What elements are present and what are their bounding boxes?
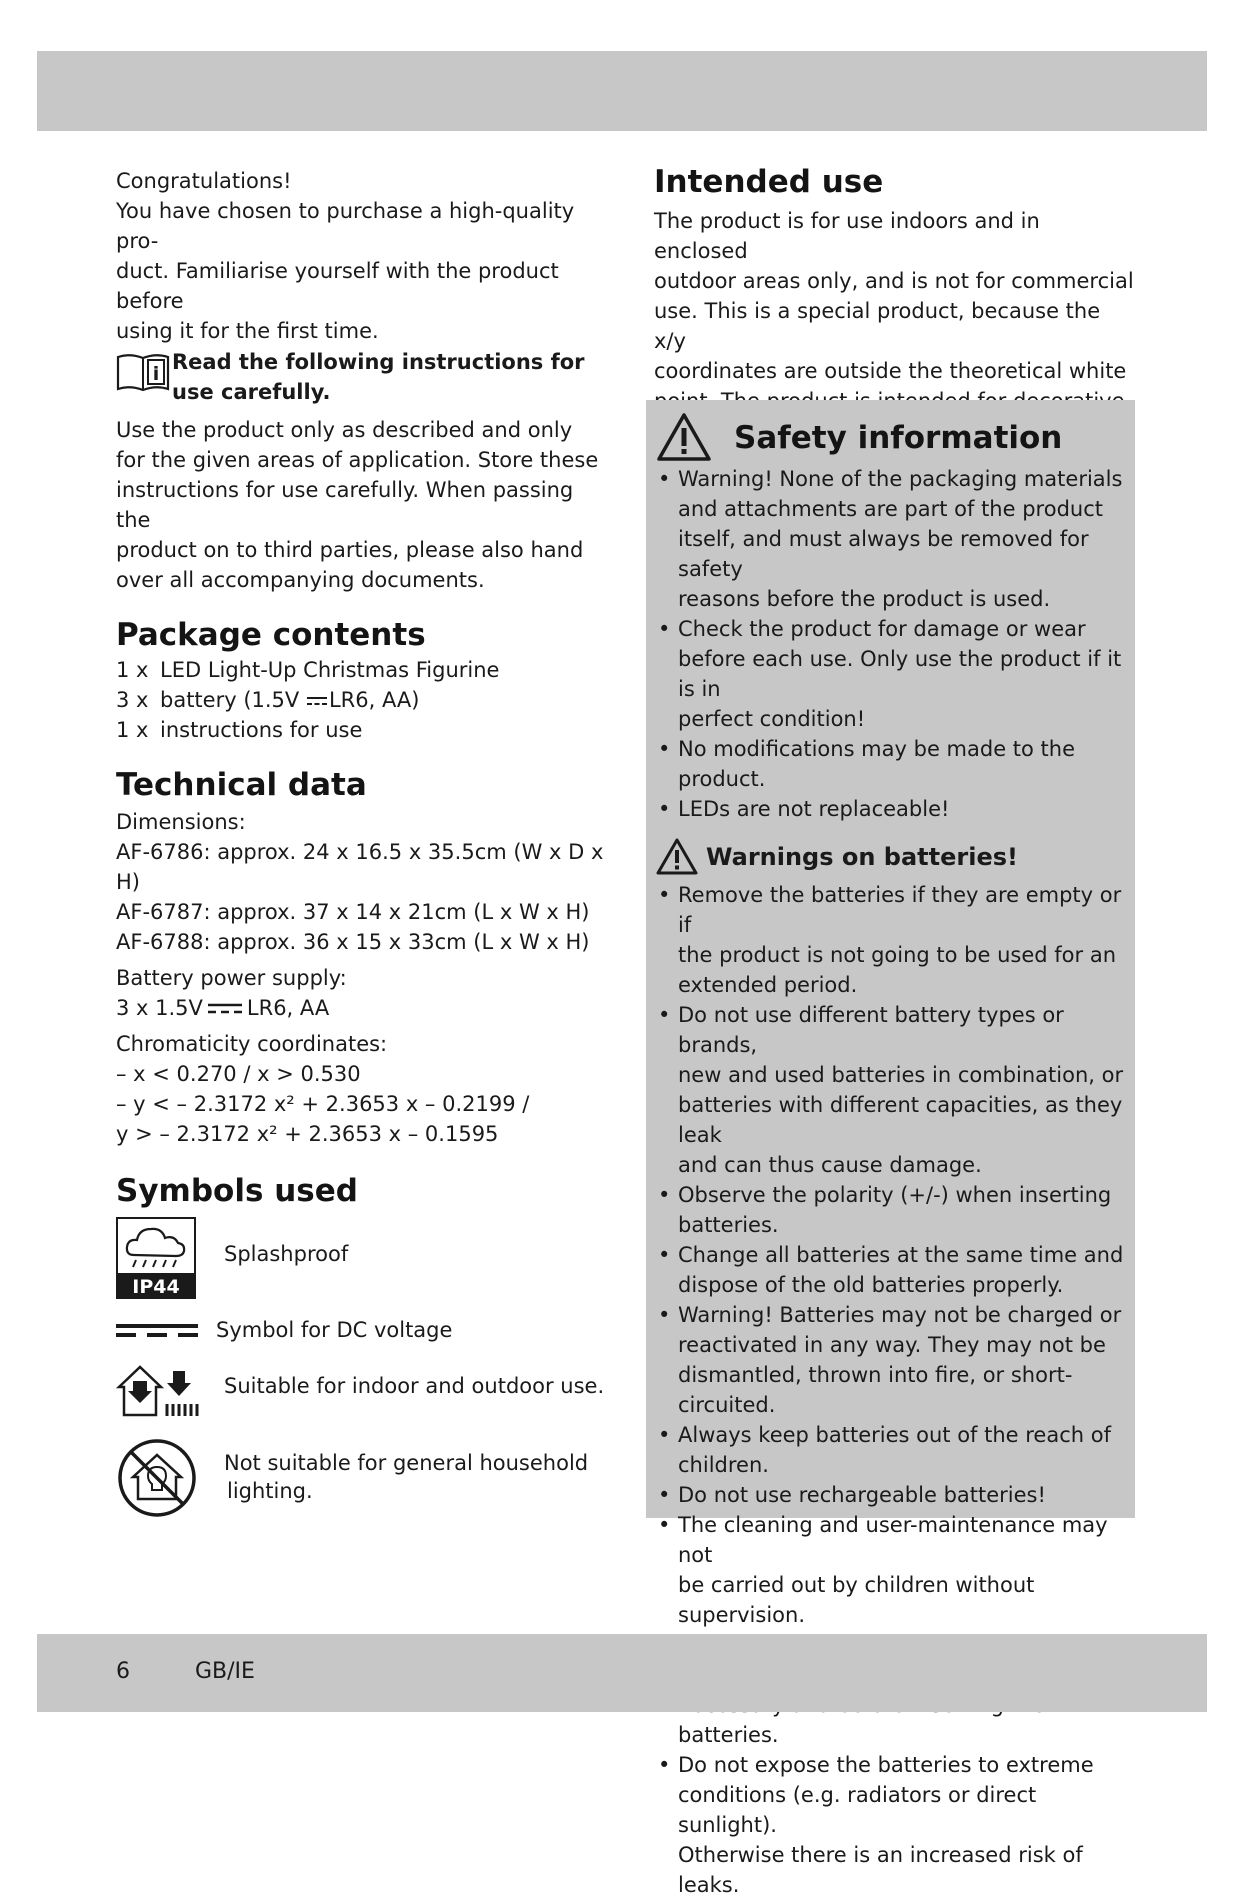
technical-data-heading: Technical data [116,767,367,803]
intended-line: outdoor areas only, and is not for commercial [654,269,1134,293]
usage-line: over all accompanying documents. [116,568,485,592]
safety-information-heading: Safety information [734,420,1063,456]
safety-heading-row [654,408,1130,464]
list-item: • Do not expose the batteries to extreme conditions (e.g. radiators or direct sunlight). Otherwise there is an increased risk of leaks. [654,1750,1130,1900]
battery-bullet-list [654,880,1130,1900]
symbol-label: Suitable for indoor and outdoor use. [224,1374,605,1398]
locale-label: GB/IE [195,1659,255,1684]
intended-line: use. This is a special product, because the x/y [654,299,1101,353]
dimensions-label: Dimensions: [116,810,246,834]
usage-line: instructions for use carefully. When passing the [116,478,574,532]
intro-line: using it for the first time. [116,319,379,343]
congratulations-text: Congratulations! [116,169,292,193]
chromaticity-label: Chromaticity coordinates: [116,1032,388,1056]
list-item: • Do not use different battery types or brands, new and used batteries in combination, or batteries with different capacities, as they leak and can thus cause damage. [654,1000,1130,1180]
list-item: • batteries. [654,1630,1130,1750]
usage-line: Use the product only as described and only [116,418,573,442]
chromaticity-line: y > – 2.3172 x² + 2.3653 x – 0.1595 [116,1122,499,1146]
warning-triangle-icon [656,412,712,462]
safety-panel [646,400,1135,1897]
list-item: • Remove the batteries if they are empty or if the product is not going to be used for an extended period. [654,880,1130,1000]
symbol-label: Symbol for DC voltage [216,1318,453,1342]
dimension-line: AF-6786: approx. 24 x 16.5 x 35.5cm (W x D x H) [116,840,604,894]
ip-rating-badge: IP44 [132,1276,180,1298]
list-item: • Change all batteries at the same time and dispose of the old batteries properly. [654,1240,1130,1300]
battery-supply-label: Battery power supply: [116,966,347,990]
list-item: • Do not use rechargeable batteries! [654,1480,1130,1510]
usage-line: for the given areas of application. Store these [116,448,599,472]
notice-line: use carefully. [172,380,331,404]
dc-voltage-icon [116,1321,198,1341]
symbols-list [116,1211,611,1545]
list-item: 1 x LED Light-Up Christmas Figurine [116,658,500,682]
footer-bar [37,1634,1207,1712]
list-item: • No modifications may be made to the product. [654,734,1130,794]
indoor-outdoor-icon [116,1363,200,1419]
dc-symbol-icon [206,993,244,1023]
list-item: • LEDs are not replaceable! [654,794,1130,824]
intended-line: coordinates are outside the theoretical white [654,359,1127,383]
list-item: 1 x instructions for use [116,718,363,742]
notice-line: Read the following instructions for [172,350,585,374]
battery-supply-value: 3 x 1.5V LR6, AA [116,993,611,1023]
list-item: • Always keep batteries out of the reach of children. [654,1420,1130,1480]
usage-line: product on to third parties, please also hand [116,538,584,562]
dc-symbol-icon [306,685,328,715]
intended-use-heading: Intended use [654,164,884,200]
read-instructions-notice [116,347,611,407]
symbols-used-heading: Symbols used [116,1173,358,1209]
list-item: • Check the product for damage or wear before each use. Only use the product if it is in perfect condition! [654,614,1130,734]
dimension-line: AF-6788: approx. 36 x 15 x 33cm (L x W x H) [116,930,590,954]
list-item: • Warning! Batteries may not be charged or reactivated in any way. They may not be dismantled, thrown into fire, or short-circuited. [654,1300,1130,1420]
splashproof-icon [116,1217,196,1299]
read-manual-icon [116,351,170,393]
page-number: 6 [116,1659,130,1684]
warning-triangle-icon [656,838,698,876]
list-item: • The cleaning and user-maintenance may not be carried out by children without supervision. [654,1510,1130,1630]
list-item: 3 x battery (1.5V LR6, AA) [116,685,611,715]
chromaticity-line: – y < – 2.3172 x² + 2.3653 x – 0.2199 / [116,1092,530,1116]
header-bar [37,51,1207,131]
battery-warnings-heading-row [654,838,1130,880]
intended-line: The product is for use indoors and in enclosed [654,209,1040,263]
symbol-label: Splashproof [224,1242,349,1266]
list-item: • Observe the polarity (+/-) when inserting batteries. [654,1180,1130,1240]
package-list [116,655,611,745]
intro-line: duct. Familiarise yourself with the product before [116,259,559,313]
left-column [116,166,611,1545]
battery-warnings-heading: Warnings on batteries! [706,843,1018,871]
package-contents-heading: Package contents [116,617,426,653]
safety-bullet-list [654,464,1130,824]
symbol-label: Not suitable for general household lighting. [224,1451,589,1503]
dimension-line: AF-6787: approx. 37 x 14 x 21cm (L x W x H) [116,900,590,924]
list-item: • Warning! None of the packaging materials and attachments are part of the product itself, and must always be removed for safety reasons before the product is used. [654,464,1130,614]
no-household-lighting-icon [116,1437,198,1519]
svg-text:i: i [152,363,160,385]
intro-line: You have chosen to purchase a high-quality pro- [116,199,575,253]
chromaticity-line: – x < 0.270 / x > 0.530 [116,1062,361,1086]
